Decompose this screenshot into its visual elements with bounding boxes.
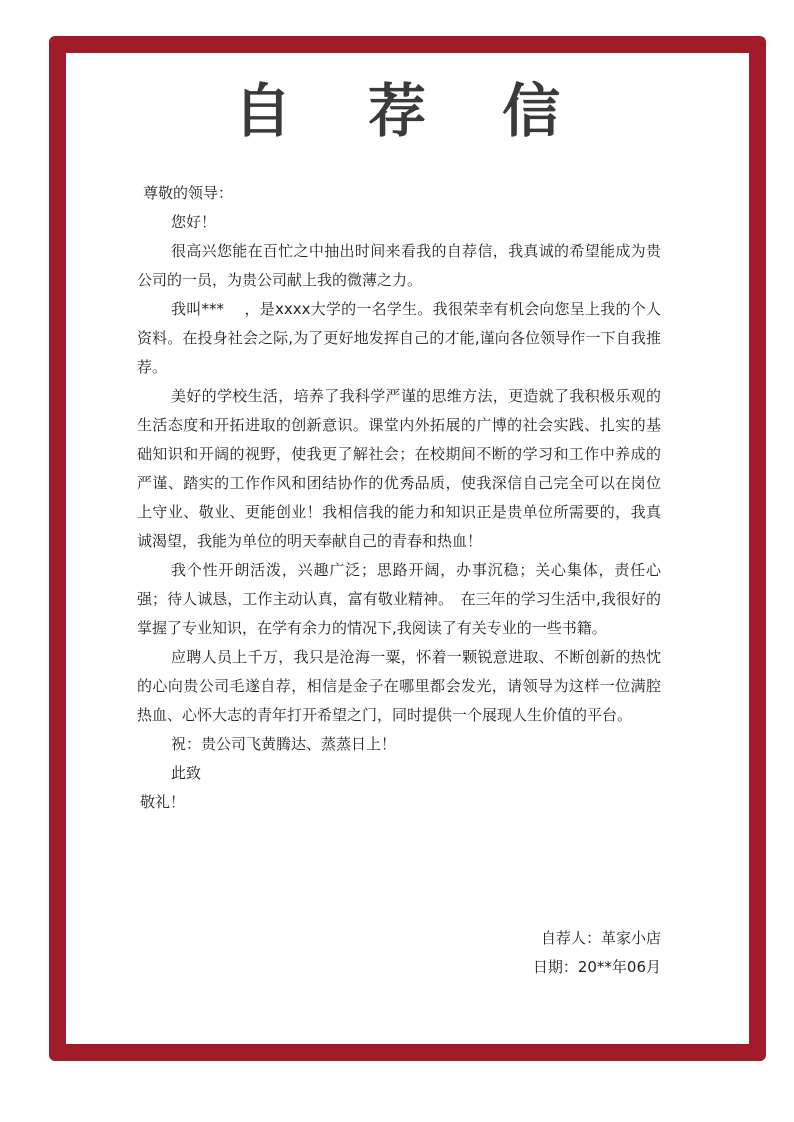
page-title: 自 荐 信 — [233, 77, 589, 145]
wish-line: 祝：贵公司飞黄腾达、蒸蒸日上！ — [171, 735, 397, 753]
date-line: 日期：20**年06月 — [532, 958, 661, 976]
signer-line: 自荐人：革家小店 — [540, 929, 661, 947]
paragraph-self-introduction: 我叫*** ，是xxxx大学的一名学生。我很荣幸有机会向您呈上我的个人资料。在投身社会之际,为了更好地发挥自己的才能,谨向各位领导作一下自我推荐。 — [137, 300, 661, 376]
greeting: 您好！ — [171, 213, 217, 231]
letter-body — [137, 179, 661, 817]
paragraph-intro: 很高兴您能在百忙之中抽出时间来看我的自荐信，我真诚的希望能成为贵公司的一员，为贵公司献上我的微薄之力。 — [137, 242, 661, 289]
paragraph-school-life: 美好的学校生活，培养了我科学严谨的思维方法，更造就了我积极乐观的生活态度和开拓进取的创新意识。课堂内外拓展的广博的社会实践、扎实的基础知识和开阔的视野，使我更了解社会；在校期间不断的学习和工作中养成的严谨、踏实的工作作风和团结协作的优秀品质，使我深信自己完全可以在岗位上守业、敬业、更能创业！我相信我的能力和知识正是贵单位所需要的，我真诚渴望，我能为单位的明天奉献自己的青春和热血！ — [137, 387, 661, 550]
paragraph-application: 应聘人员上千万，我只是沧海一粟，怀着一颗锐意进取、不断创新的热忱的心向贵公司毛遂自荐，相信是金子在哪里都会发光，请领导为这样一位满腔热血、心怀大志的青年打开希望之门，同时提供一个展现人生价值的平台。 — [137, 648, 661, 724]
closing-cizhi: 此致 — [171, 764, 202, 782]
paragraph-personality: 我个性开朗活泼，兴趣广泛；思路开阔，办事沉稳；关心集体，责任心强；待人诚恳，工作主动认真，富有敬业精神。 在三年的学习生活中,我很好的掌握了专业知识，在学有余力的情况下,我阅读了有关专业的一些书籍。 — [137, 561, 661, 637]
salutation: 尊敬的领导： — [143, 184, 234, 202]
closing-jingli: 敬礼！ — [140, 793, 186, 811]
signature-block — [137, 924, 661, 982]
